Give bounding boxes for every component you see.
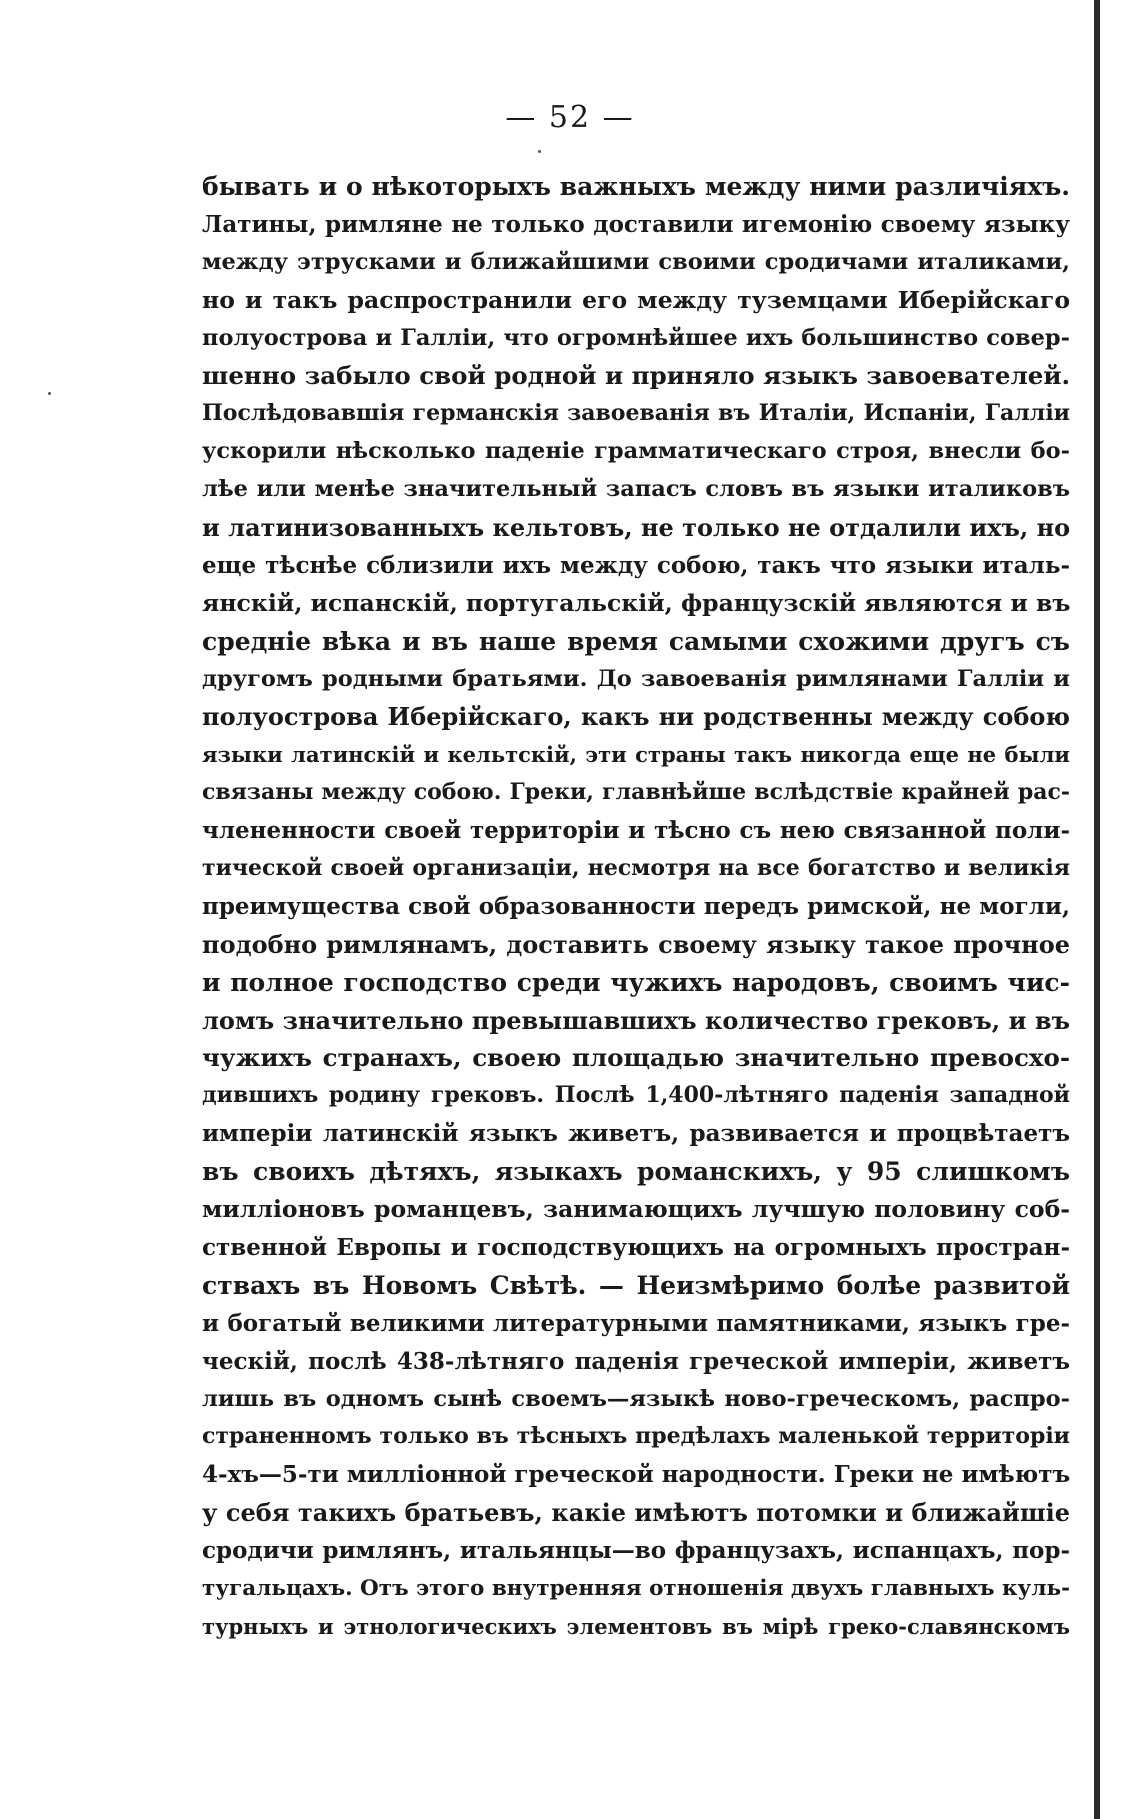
text-line: янскій, испанскій, португальскій, французскій являются и въ bbox=[202, 588, 1070, 617]
text-line: бывать и о нѣкоторыхъ важныхъ между ними различіяхъ. bbox=[202, 172, 1070, 201]
text-line: милліоновъ романцевъ, занимающихъ лучшую половину соб- bbox=[202, 1195, 1070, 1224]
text-line: еще тѣснѣе сблизили ихъ между собою, такъ что языки италь- bbox=[202, 551, 1070, 579]
text-line: лѣе или менѣе значительный запасъ словъ въ языки италиковъ bbox=[202, 476, 1070, 503]
scan-binding-edge bbox=[1094, 0, 1100, 1819]
stray-mark bbox=[48, 392, 51, 395]
text-line: но и такъ распространили его между туземцами Иберійскаго bbox=[202, 285, 1070, 314]
text-line: и латинизованныхъ кельтовъ, не только не отдалили ихъ, но bbox=[202, 513, 1070, 543]
text-line: преимущества свой образованности передъ римской, не могли, bbox=[202, 892, 1070, 920]
text-line: турныхъ и этнологическихъ элементовъ въ мірѣ греко-славянскомъ bbox=[202, 1613, 1070, 1639]
text-line: средніе вѣка и въ наше время самыми схожими другъ съ bbox=[202, 626, 1070, 656]
text-line: тической своей организаціи, несмотря на все богатство и великія bbox=[202, 855, 1070, 882]
text-line: въ своихъ дѣтяхъ, языкахъ романскихъ, у 95 слишкомъ bbox=[202, 1157, 1070, 1187]
text-line: 4-хъ—5-ти милліонной греческой народности. Греки не имѣютъ bbox=[202, 1461, 1070, 1489]
stray-mark bbox=[538, 150, 541, 153]
text-line: и полное господство среди чужихъ народовъ, своимъ чис- bbox=[202, 967, 1070, 997]
text-line: лишь въ одномъ сынѣ своемъ—языкѣ ново-греческомъ, распро- bbox=[202, 1385, 1070, 1412]
text-line: чужихъ странахъ, своею площадью значительно превосхо- bbox=[202, 1043, 1070, 1073]
text-line: ломъ значительно превышавшихъ количество грековъ, и въ bbox=[202, 1005, 1070, 1035]
text-line: Послѣдовавшія германскія завоеванія въ Италіи, Испаніи, Галліи bbox=[202, 400, 1070, 427]
text-line: языки латинскій и кельтскій, эти страны такъ никогда еще не были bbox=[202, 742, 1070, 768]
text-line: подобно римлянамъ, доставить своему языку такое прочное bbox=[202, 929, 1070, 959]
text-line: между этрусками и ближайшими своими сродичами италиками, bbox=[202, 248, 1070, 275]
text-line: тугальцахъ. Отъ этого внутренняя отношенія двухъ главныхъ куль- bbox=[202, 1575, 1070, 1601]
text-line: дившихъ родину грековъ. Послѣ 1,400-лѣтняго паденія западной bbox=[202, 1082, 1070, 1109]
text-line: и богатый великими литературными памятниками, языкъ гре- bbox=[202, 1309, 1070, 1337]
text-line: имперіи латинскій языкъ живетъ, развивается и процвѣтаетъ bbox=[202, 1120, 1070, 1148]
text-line: ственной Европы и господствующихъ на огромныхъ простран- bbox=[202, 1233, 1070, 1261]
text-line: страненномъ только въ тѣсныхъ предѣлахъ маленькой территоріи bbox=[202, 1423, 1070, 1450]
text-line: члененности своей территоріи и тѣсно съ нею связанной поли- bbox=[202, 817, 1070, 845]
text-line: у себя такихъ братьевъ, какіе имѣютъ потомки и ближайшіе bbox=[202, 1498, 1070, 1528]
text-line: шенно забыло свой родной и приняло языкъ завоевателей. bbox=[202, 361, 1070, 391]
text-line: ческій, послѣ 438-лѣтняго паденія греческой имперіи, живетъ bbox=[202, 1347, 1070, 1375]
text-line: полуострова Иберійскаго, какъ ни родственны между собою bbox=[202, 702, 1070, 732]
text-line: полуострова и Галліи, что огромнѣйшее ихъ большинство совер- bbox=[202, 324, 1070, 351]
text-line: ускорили нѣсколько паденіе грамматическаго строя, внесли бо- bbox=[202, 438, 1070, 465]
text-line: сродичи римлянъ, итальянцы—во французахъ, испанцахъ, пор- bbox=[202, 1537, 1070, 1565]
page-number: — 52 — bbox=[505, 100, 635, 135]
text-line: другомъ родными братьями. До завоеванія римлянами Галліи и bbox=[202, 665, 1070, 692]
text-line: связаны между собою. Греки, главнѣйше вслѣдствіе крайней рас- bbox=[202, 779, 1070, 806]
text-line: Латины, римляне не только доставили игемонію своему языку bbox=[202, 210, 1070, 238]
text-line: ствахъ въ Новомъ Свѣтѣ. — Неизмѣримо болѣе развитой bbox=[202, 1270, 1070, 1300]
body-text bbox=[202, 168, 1070, 1646]
